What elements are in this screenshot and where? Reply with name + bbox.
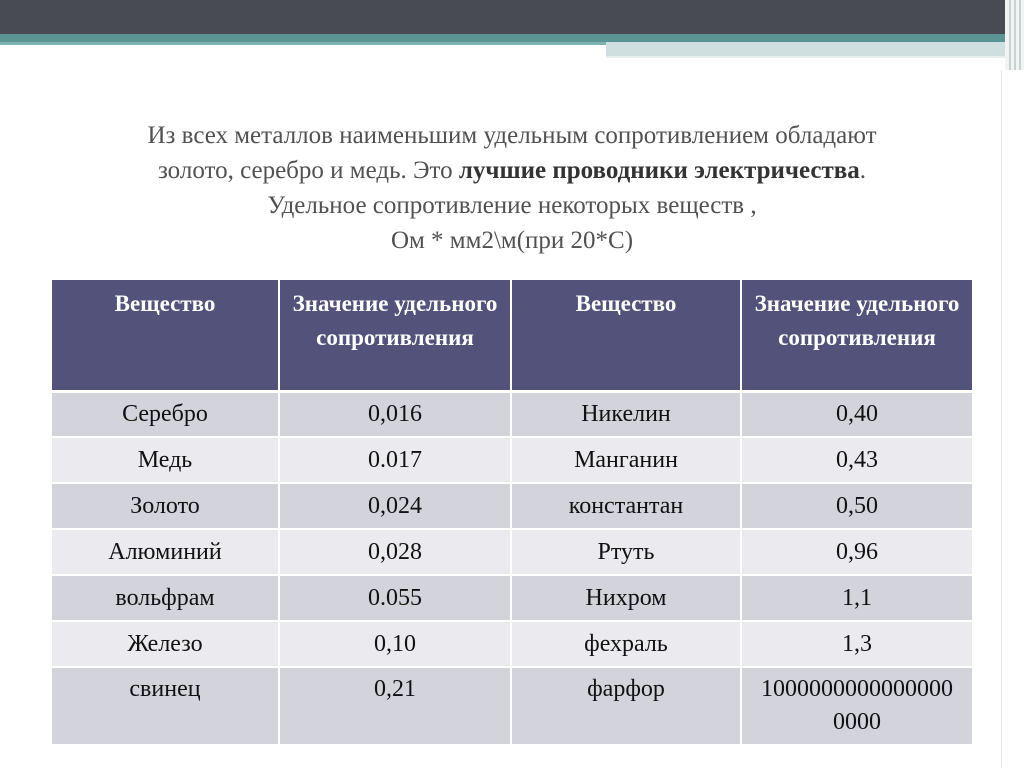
cell-value: 0,43 bbox=[741, 437, 972, 483]
cell-substance: Медь bbox=[52, 437, 279, 483]
heading-line-2-start: золото, серебро и медь. Это bbox=[157, 157, 459, 184]
cell-value: 1,3 bbox=[741, 621, 972, 667]
cell-value: 0,21 bbox=[279, 667, 511, 745]
heading-bold-phrase: лучшие проводники электричества bbox=[458, 157, 860, 184]
table-row bbox=[52, 667, 972, 745]
cell-substance: Серебро bbox=[52, 391, 279, 437]
table-row bbox=[52, 575, 972, 621]
cell-substance: фарфор bbox=[511, 667, 741, 745]
heading-line-1: Из всех металлов наименьшим удельным сопротивлением обладают bbox=[147, 122, 877, 149]
slide-right-decoration bbox=[1005, 0, 1024, 70]
table-row bbox=[52, 529, 972, 575]
cell-value: 0.017 bbox=[279, 437, 511, 483]
table-row bbox=[52, 483, 972, 529]
heading-line-2 bbox=[80, 153, 944, 188]
cell-substance: Ртуть bbox=[511, 529, 741, 575]
slide-header-accent-line bbox=[0, 34, 1005, 42]
header-substance-right: Вещество bbox=[511, 280, 741, 391]
cell-value: 1,1 bbox=[741, 575, 972, 621]
cell-substance: Никелин bbox=[511, 391, 741, 437]
slide-header-grey-line bbox=[606, 56, 1005, 58]
cell-value: 0,028 bbox=[279, 529, 511, 575]
slide-header-thin-line bbox=[0, 42, 610, 45]
cell-value: 0.055 bbox=[279, 575, 511, 621]
cell-value: 0,10 bbox=[279, 621, 511, 667]
slide-heading bbox=[80, 118, 944, 258]
cell-substance: вольфрам bbox=[52, 575, 279, 621]
cell-substance: Железо bbox=[52, 621, 279, 667]
table-row bbox=[52, 391, 972, 437]
cell-substance: константан bbox=[511, 483, 741, 529]
table-row bbox=[52, 437, 972, 483]
cell-substance: Золото bbox=[52, 483, 279, 529]
heading-line-3: Удельное сопротивление некоторых веществ , bbox=[267, 192, 757, 219]
slide-header-white-line bbox=[606, 61, 946, 64]
header-substance-left: Вещество bbox=[52, 280, 279, 391]
cell-substance: Манганин bbox=[511, 437, 741, 483]
table-header-row bbox=[52, 280, 972, 391]
cell-substance: фехраль bbox=[511, 621, 741, 667]
cell-value-long-number: 10000000000000000000 bbox=[761, 676, 953, 735]
cell-value: 0,50 bbox=[741, 483, 972, 529]
header-value-left: Значение удельного сопротивления bbox=[279, 280, 511, 391]
heading-line-2-end: . bbox=[859, 157, 867, 184]
resistivity-table bbox=[52, 280, 972, 746]
slide-right-edge-line bbox=[1001, 70, 1002, 768]
cell-value: 0,40 bbox=[741, 391, 972, 437]
cell-substance: Алюминий bbox=[52, 529, 279, 575]
header-value-right: Значение удельного сопротивления bbox=[741, 280, 972, 391]
slide-header-step bbox=[606, 42, 1005, 56]
slide-header-band bbox=[0, 0, 1024, 34]
table-row bbox=[52, 621, 972, 667]
cell-substance: Нихром bbox=[511, 575, 741, 621]
heading-line-4: Ом * мм2\м(при 20*С) bbox=[390, 227, 634, 254]
cell-value: 0,024 bbox=[279, 483, 511, 529]
cell-value: 0,96 bbox=[741, 529, 972, 575]
cell-substance: свинец bbox=[52, 667, 279, 745]
cell-value bbox=[741, 667, 972, 745]
cell-value: 0,016 bbox=[279, 391, 511, 437]
